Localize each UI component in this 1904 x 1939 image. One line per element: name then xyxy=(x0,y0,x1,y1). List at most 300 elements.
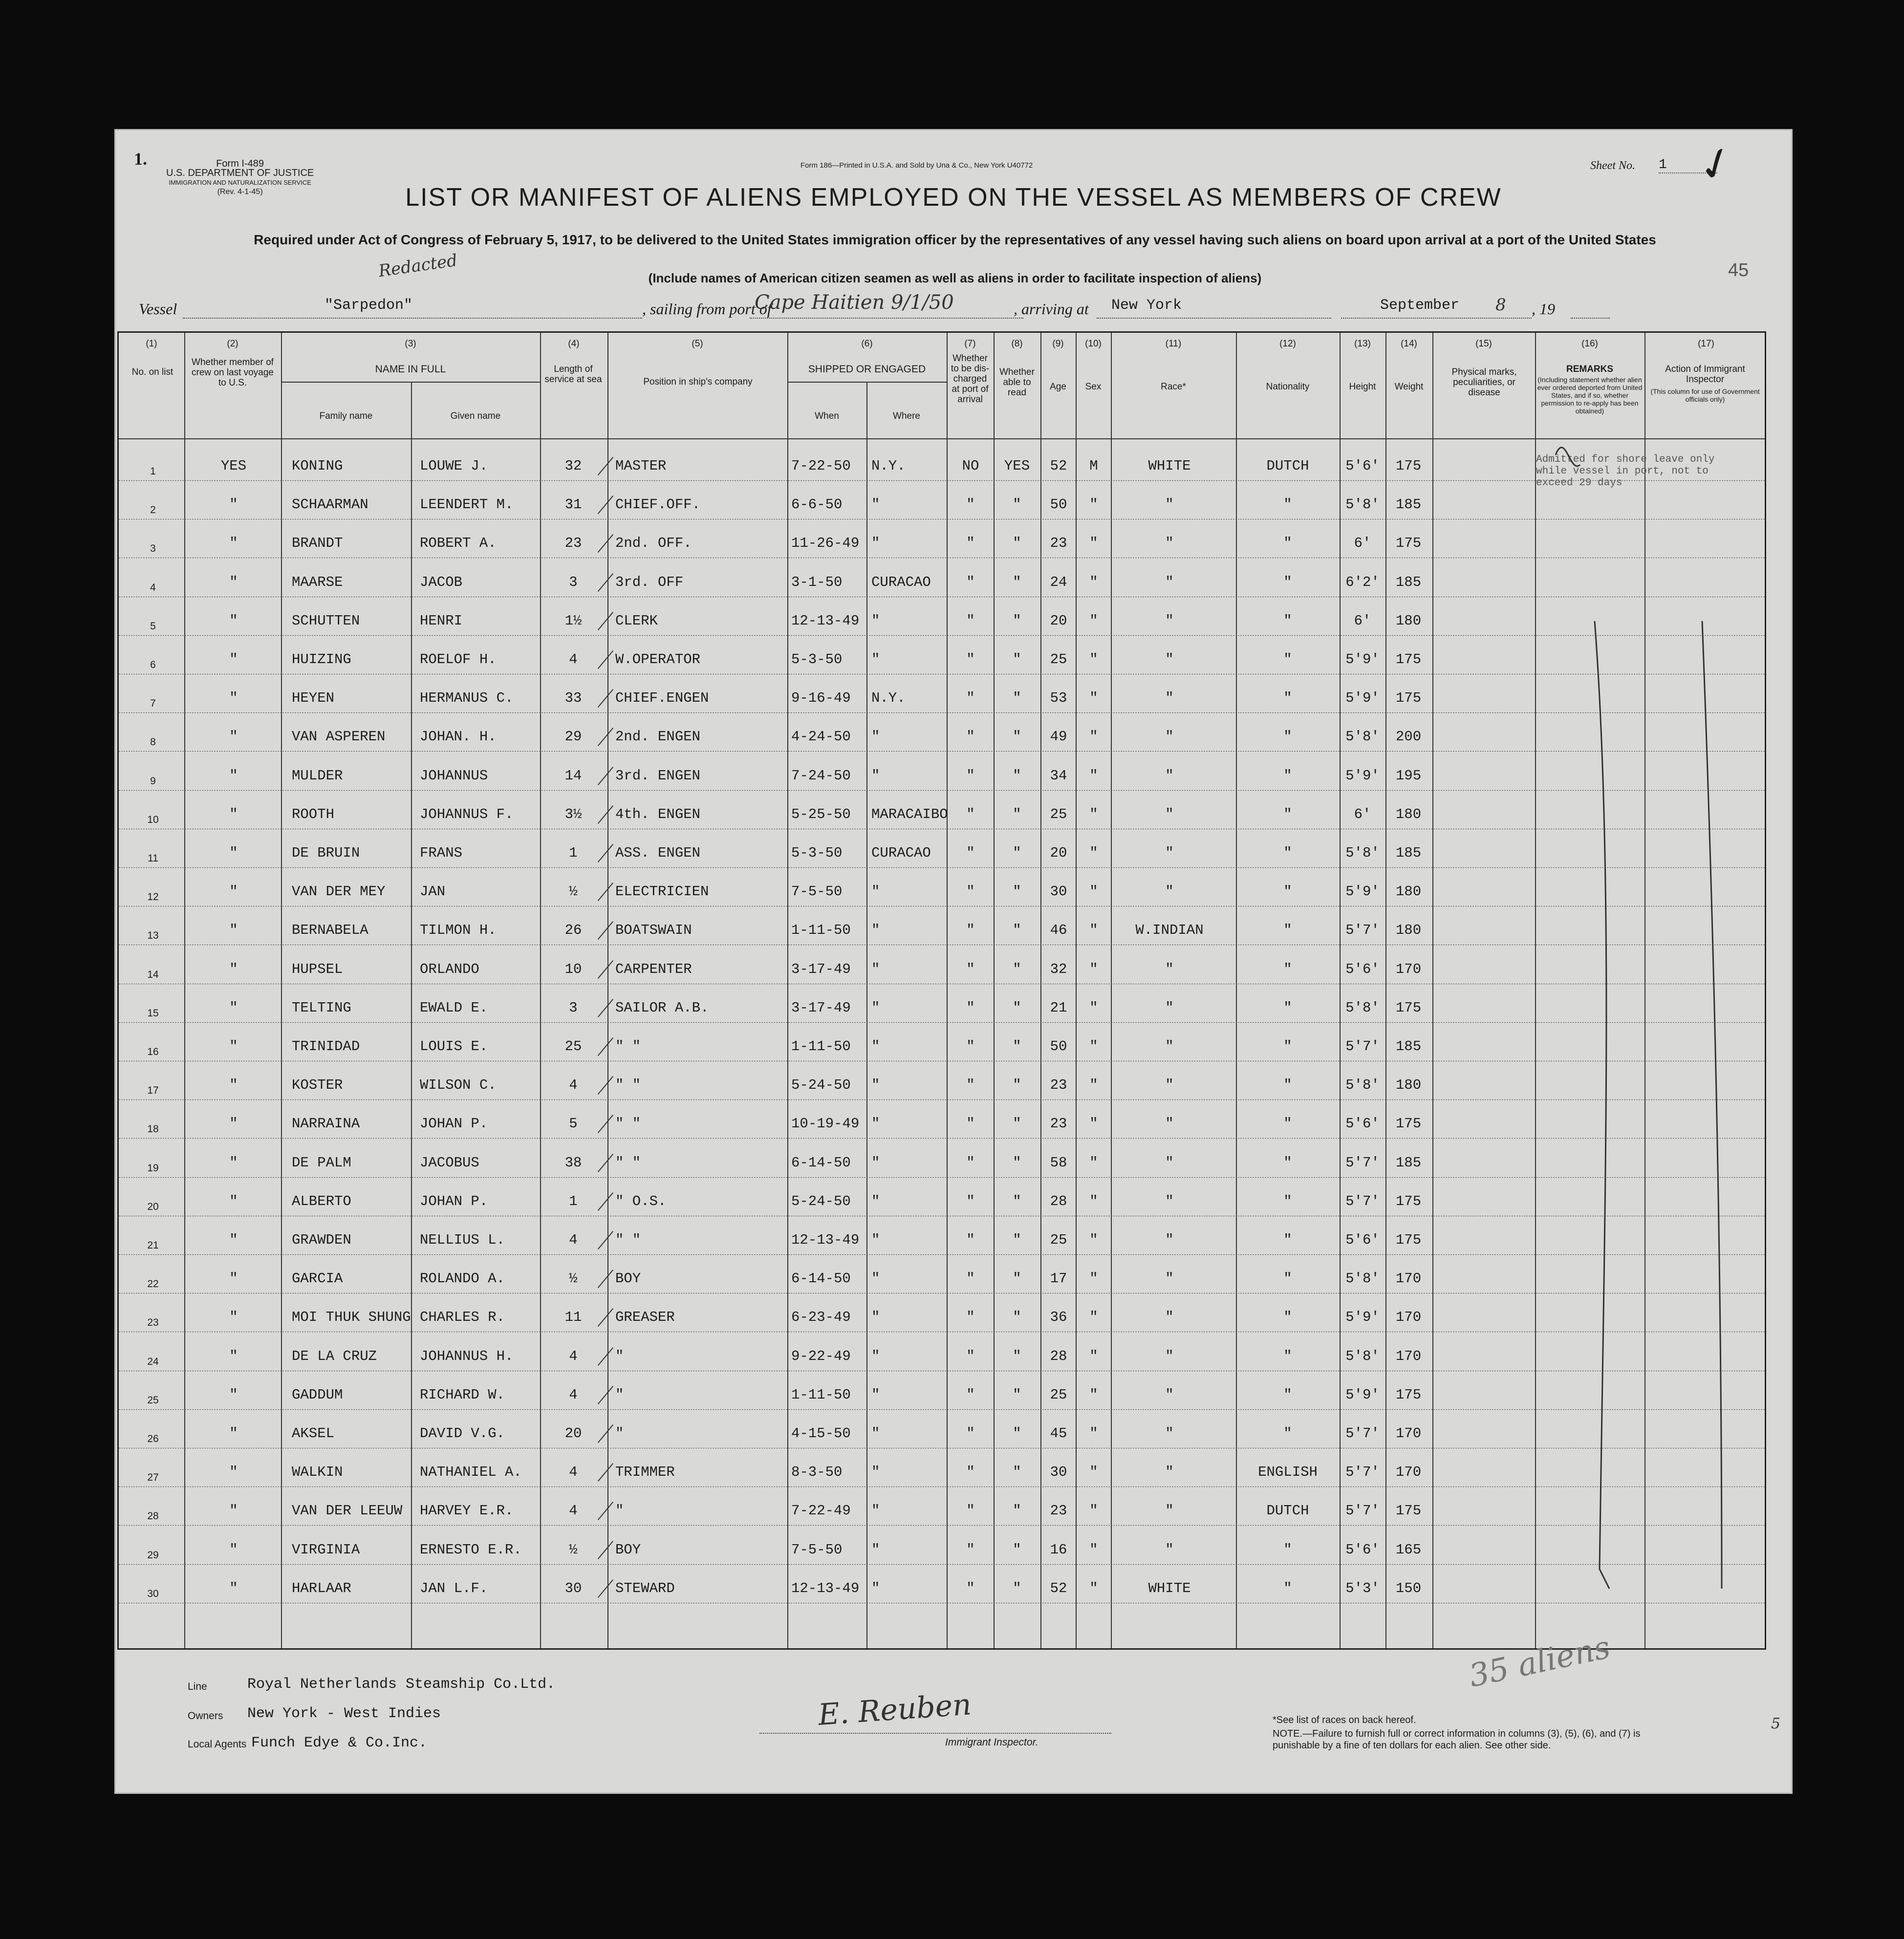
requirement-text: Required under Act of Congress of February 5, 1917, to be delivered to the United States immigration officer by the representatives of any vessel having such aliens on board upon arrival at a port of the United States xyxy=(254,232,1656,247)
race-cell: " xyxy=(1165,1077,1174,1094)
row-number: 11 xyxy=(148,853,158,864)
age-cell: 28 xyxy=(1050,1193,1067,1209)
form-id: Form I-489 U.S. DEPARTMENT OF JUSTICE IMMIGRATION AND NATURALIZATION SERVICE (Rev. 4-1-45) xyxy=(166,158,314,196)
shipped-when-cell: 3-1-50 xyxy=(791,574,843,590)
given-name-cell: HARVEY E.R. xyxy=(420,1503,514,1519)
service-length-cell: 4 xyxy=(569,1348,578,1364)
row-divider xyxy=(119,1525,1765,1526)
printer-line: Form 186—Printed in U.S.A. and Sold by Una & Co., New York U40772 xyxy=(801,161,1033,170)
race-cell: " xyxy=(1165,1309,1174,1326)
handwritten-annotation: Redacted xyxy=(377,250,459,281)
position-cell: " xyxy=(615,1348,624,1364)
service-length-cell: ½ xyxy=(569,883,578,900)
header-discharged: Whether to be dis-charged at port of arrival xyxy=(951,353,990,405)
family-name-cell: GARCIA xyxy=(292,1271,343,1287)
sex-cell: " xyxy=(1089,1193,1098,1209)
nationality-cell: " xyxy=(1283,1348,1292,1364)
row-number: 22 xyxy=(147,1278,159,1290)
nationality-cell: " xyxy=(1283,883,1292,900)
age-cell: 28 xyxy=(1050,1348,1067,1364)
crew-member-cell: " xyxy=(229,1193,238,1209)
sex-cell: " xyxy=(1089,535,1098,552)
weight-cell: 170 xyxy=(1395,1309,1422,1326)
service-length-cell: 4 xyxy=(569,1386,578,1403)
check-tick xyxy=(598,1231,613,1250)
check-tick xyxy=(598,650,613,669)
crew-member-cell: " xyxy=(229,1271,238,1287)
crew-member-cell: " xyxy=(229,1541,238,1558)
shipped-when-cell: 7-24-50 xyxy=(791,767,851,784)
shipped-where-cell: " xyxy=(871,1309,880,1326)
header-when: When xyxy=(815,411,839,421)
crew-member-cell: " xyxy=(229,1077,238,1094)
height-cell: 5'9' xyxy=(1345,883,1380,900)
shipped-where-cell: " xyxy=(871,1425,880,1442)
sex-cell: " xyxy=(1089,845,1098,861)
weight-cell: 195 xyxy=(1395,767,1422,784)
shipped-where-cell: " xyxy=(871,1580,880,1596)
weight-cell: 175 xyxy=(1395,1503,1422,1519)
sex-cell: " xyxy=(1089,999,1098,1016)
check-tick xyxy=(598,1192,613,1211)
able-to-read-cell: " xyxy=(1013,1271,1021,1287)
able-to-read-cell: " xyxy=(1013,729,1021,745)
discharged-cell: " xyxy=(966,922,975,939)
weight-cell: 175 xyxy=(1395,458,1422,474)
check-tick xyxy=(598,728,613,746)
shipped-where-cell: " xyxy=(871,1464,880,1481)
family-name-cell: VAN ASPEREN xyxy=(292,729,386,745)
line-label: Line xyxy=(188,1681,207,1692)
able-to-read-cell: " xyxy=(1013,496,1021,513)
sex-cell: " xyxy=(1089,961,1098,977)
service-length-cell: 1 xyxy=(569,845,578,861)
given-name-cell: JAN xyxy=(420,883,446,900)
weight-cell: 185 xyxy=(1395,1038,1422,1055)
position-cell: " xyxy=(615,1386,624,1403)
height-cell: 6' xyxy=(1354,535,1371,552)
race-cell: " xyxy=(1165,1154,1174,1171)
shipped-when-cell: 12-13-49 xyxy=(791,1580,860,1596)
service-length-cell: ½ xyxy=(569,1541,578,1558)
crew-member-cell: " xyxy=(229,961,238,977)
height-cell: 5'7' xyxy=(1345,1503,1380,1519)
given-name-cell: JAN L.F. xyxy=(420,1580,488,1596)
age-cell: 25 xyxy=(1050,651,1067,668)
nationality-cell: " xyxy=(1283,806,1292,822)
age-cell: 24 xyxy=(1050,574,1067,590)
position-cell: CHIEF.ENGEN xyxy=(615,690,709,707)
able-to-read-cell: " xyxy=(1013,1464,1021,1481)
weight-cell: 175 xyxy=(1395,1386,1422,1403)
row-number: 26 xyxy=(147,1433,159,1444)
nationality-cell: " xyxy=(1283,574,1292,590)
shipped-where-cell: " xyxy=(871,961,880,977)
age-cell: 46 xyxy=(1050,922,1067,939)
crew-member-cell: " xyxy=(229,1425,238,1442)
fine-note: NOTE.—Failure to furnish full or correct information in columns (3), (5), (6), and (7) is punishable by a fine of ten dollars for each alien. See other side. xyxy=(1273,1728,1641,1751)
shipped-where-cell: " xyxy=(871,1116,880,1132)
row-number: 30 xyxy=(147,1588,159,1599)
crew-member-cell: " xyxy=(229,1116,238,1132)
age-cell: 30 xyxy=(1050,883,1067,900)
sex-cell: " xyxy=(1089,1503,1098,1519)
shipped-where-cell: " xyxy=(871,496,880,513)
check-tick xyxy=(598,767,613,785)
height-cell: 5'7' xyxy=(1345,1425,1380,1442)
given-name-cell: HERMANUS C. xyxy=(420,690,514,707)
sex-cell: " xyxy=(1089,1386,1098,1403)
discharged-cell: " xyxy=(966,1425,975,1442)
shipped-where-cell: " xyxy=(871,1271,880,1287)
arriving-port: New York xyxy=(1111,297,1182,314)
sex-cell: " xyxy=(1089,612,1098,629)
weight-cell: 185 xyxy=(1395,1154,1422,1171)
column-number: (6) xyxy=(861,339,873,349)
able-to-read-cell: " xyxy=(1013,845,1021,861)
discharged-cell: " xyxy=(966,1193,975,1209)
crew-member-cell: " xyxy=(229,1348,238,1364)
age-cell: 25 xyxy=(1050,1386,1067,1403)
check-tick xyxy=(598,1579,613,1598)
discharged-cell: " xyxy=(966,767,975,784)
able-to-read-cell: " xyxy=(1013,574,1021,590)
check-tick xyxy=(598,960,613,979)
weight-cell: 170 xyxy=(1395,1464,1422,1481)
shipped-when-cell: 9-22-49 xyxy=(791,1348,851,1364)
shipped-when-cell: 1-11-50 xyxy=(791,922,851,939)
shipped-when-cell: 12-13-49 xyxy=(791,612,860,629)
row-divider xyxy=(119,635,1765,636)
sheet-number: 1 xyxy=(1659,157,1717,173)
position-cell: MASTER xyxy=(615,458,667,474)
column-number: (17) xyxy=(1698,339,1714,349)
nationality-cell: " xyxy=(1283,496,1292,513)
race-cell: " xyxy=(1165,651,1174,668)
given-name-cell: JACOBUS xyxy=(420,1154,479,1171)
service-length-cell: 3 xyxy=(569,574,578,590)
race-cell: " xyxy=(1165,806,1174,822)
family-name-cell: HEYEN xyxy=(292,690,335,707)
discharged-cell: " xyxy=(966,1464,975,1481)
nationality-cell: DUTCH xyxy=(1266,1503,1309,1519)
row-number: 8 xyxy=(150,736,156,748)
shipped-when-cell: 5-3-50 xyxy=(791,651,843,668)
crew-member-cell: " xyxy=(229,767,238,784)
row-divider xyxy=(119,751,1765,752)
able-to-read-cell: " xyxy=(1013,1193,1021,1209)
race-cell: WHITE xyxy=(1148,1580,1191,1596)
check-tick xyxy=(598,1076,613,1095)
race-cell: " xyxy=(1165,1503,1174,1519)
given-name-cell: DAVID V.G. xyxy=(420,1425,505,1442)
discharged-cell: " xyxy=(966,1580,975,1596)
discharged-cell: NO xyxy=(962,458,979,474)
given-name-cell: RICHARD W. xyxy=(420,1386,505,1403)
check-tick xyxy=(598,844,613,862)
sex-cell: " xyxy=(1089,922,1098,939)
column-number: (13) xyxy=(1354,339,1371,349)
service-length-cell: 4 xyxy=(569,1077,578,1094)
weight-cell: 175 xyxy=(1395,690,1422,707)
position-cell: 2nd. ENGEN xyxy=(615,729,701,745)
service-length-cell: 5 xyxy=(569,1116,578,1132)
sex-cell: " xyxy=(1089,574,1098,590)
family-name-cell: ROOTH xyxy=(292,806,335,822)
able-to-read-cell: " xyxy=(1013,1116,1021,1132)
race-cell: " xyxy=(1165,1425,1174,1442)
weight-cell: 170 xyxy=(1395,1348,1422,1364)
shipped-when-cell: 4-15-50 xyxy=(791,1425,851,1442)
age-cell: 20 xyxy=(1050,612,1067,629)
age-cell: 53 xyxy=(1050,690,1067,707)
age-cell: 50 xyxy=(1050,496,1067,513)
shipped-when-cell: 7-5-50 xyxy=(791,883,843,900)
crew-member-cell: " xyxy=(229,1464,238,1481)
shipped-when-cell: 8-3-50 xyxy=(791,1464,843,1481)
shipped-when-cell: 5-24-50 xyxy=(791,1193,851,1209)
given-name-cell: JOHANNUS F. xyxy=(420,806,514,822)
column-number: (3) xyxy=(405,339,416,349)
family-name-cell: NARRAINA xyxy=(292,1116,360,1132)
crew-member-cell: " xyxy=(229,883,238,900)
shipped-where-cell: " xyxy=(871,1386,880,1403)
given-name-cell: FRANS xyxy=(420,845,463,861)
position-cell: " " xyxy=(615,1116,641,1132)
sex-cell: " xyxy=(1089,729,1098,745)
position-cell: ELECTRICIEN xyxy=(615,883,709,900)
age-cell: 52 xyxy=(1050,458,1067,474)
shipped-when-cell: 3-17-49 xyxy=(791,999,851,1016)
service-length-cell: 3½ xyxy=(564,806,582,822)
given-name-cell: NELLIUS L. xyxy=(420,1232,505,1248)
check-tick xyxy=(598,883,613,901)
discharged-cell: " xyxy=(966,1038,975,1055)
row-number: 25 xyxy=(147,1394,159,1406)
discharged-cell: " xyxy=(966,1116,975,1132)
family-name-cell: WALKIN xyxy=(292,1464,343,1481)
position-cell: CHIEF.OFF. xyxy=(615,496,701,513)
vessel-name: "Sarpedon" xyxy=(325,297,413,314)
position-cell: W.OPERATOR xyxy=(615,651,701,668)
service-length-cell: 26 xyxy=(564,922,582,939)
row-number: 24 xyxy=(147,1356,159,1367)
weight-cell: 175 xyxy=(1395,651,1422,668)
header-height: Height xyxy=(1349,382,1376,392)
header-family-name: Family name xyxy=(319,411,373,421)
row-number: 19 xyxy=(147,1162,159,1174)
check-tick xyxy=(598,612,613,630)
shipped-where-cell: " xyxy=(871,767,880,784)
sheet-label: Sheet No. xyxy=(1590,159,1635,172)
nationality-cell: " xyxy=(1283,1193,1292,1209)
weight-cell: 180 xyxy=(1395,806,1422,822)
check-tick xyxy=(598,1386,613,1404)
shipped-when-cell: 9-16-49 xyxy=(791,690,851,707)
family-name-cell: KOSTER xyxy=(292,1077,343,1094)
age-cell: 16 xyxy=(1050,1541,1067,1558)
header-remarks: REMARKS xyxy=(1566,364,1614,374)
crew-member-cell: " xyxy=(229,1580,238,1596)
agents-value: Funch Edye & Co.Inc. xyxy=(251,1735,428,1751)
able-to-read-cell: " xyxy=(1013,1425,1021,1442)
discharged-cell: " xyxy=(966,651,975,668)
check-tick xyxy=(598,921,613,940)
sex-cell: " xyxy=(1089,496,1098,513)
row-number: 2 xyxy=(150,504,156,516)
crew-member-cell: " xyxy=(229,806,238,822)
position-cell: ASS. ENGEN xyxy=(615,845,701,861)
remarks-stamp-line: exceed 29 days xyxy=(1536,477,1623,489)
able-to-read-cell: " xyxy=(1013,612,1021,629)
nationality-cell: " xyxy=(1283,1541,1292,1558)
position-cell: BOATSWAIN xyxy=(615,922,692,939)
nationality-cell: " xyxy=(1283,845,1292,861)
shipped-where-cell: " xyxy=(871,651,880,668)
shipped-when-cell: 6-14-50 xyxy=(791,1154,851,1171)
service-length-cell: 4 xyxy=(569,1503,578,1519)
row-number: 18 xyxy=(147,1123,159,1135)
sex-cell: " xyxy=(1089,1232,1098,1248)
row-number: 10 xyxy=(147,814,159,825)
races-footnote: *See list of races on back hereof. xyxy=(1273,1715,1416,1725)
shipped-when-cell: 3-17-49 xyxy=(791,961,851,977)
crew-member-cell: " xyxy=(229,922,238,939)
nationality-cell: " xyxy=(1283,961,1292,977)
row-number: 29 xyxy=(147,1549,159,1561)
family-name-cell: MOI THUK SHUNG xyxy=(292,1309,411,1326)
crew-member-cell: " xyxy=(229,612,238,629)
column-number: (5) xyxy=(692,339,703,349)
family-name-cell: DE PALM xyxy=(292,1154,351,1171)
check-tick xyxy=(598,1502,613,1520)
family-name-cell: VAN DER MEY xyxy=(292,883,386,900)
column-number: (7) xyxy=(964,339,976,349)
shipped-where-cell: " xyxy=(871,1038,880,1055)
height-cell: 5'8' xyxy=(1345,845,1380,861)
given-name-cell: ROBERT A. xyxy=(420,535,497,552)
check-tick xyxy=(598,1154,613,1172)
row-number: 21 xyxy=(147,1240,159,1251)
able-to-read-cell: " xyxy=(1013,1386,1021,1403)
given-name-cell: TILMON H. xyxy=(420,922,497,939)
weight-cell: 175 xyxy=(1395,1232,1422,1248)
shipped-when-cell: 6-14-50 xyxy=(791,1271,851,1287)
nationality-cell: " xyxy=(1283,612,1292,629)
able-to-read-cell: " xyxy=(1013,1154,1021,1171)
race-cell: " xyxy=(1165,612,1174,629)
able-to-read-cell: " xyxy=(1013,690,1021,707)
nationality-cell: " xyxy=(1283,1425,1292,1442)
row-divider xyxy=(119,1099,1765,1100)
nationality-cell: " xyxy=(1283,535,1292,552)
race-cell: " xyxy=(1165,1232,1174,1248)
nationality-cell: " xyxy=(1283,1154,1292,1171)
crew-member-cell: " xyxy=(229,496,238,513)
height-cell: 5'9' xyxy=(1345,651,1380,668)
crew-member-cell: " xyxy=(229,1038,238,1055)
age-cell: 58 xyxy=(1050,1154,1067,1171)
weight-cell: 175 xyxy=(1395,1193,1422,1209)
service-length-cell: 10 xyxy=(564,961,582,977)
family-name-cell: TELTING xyxy=(292,999,351,1016)
shipped-where-cell: " xyxy=(871,1503,880,1519)
nationality-cell: " xyxy=(1283,1038,1292,1055)
year-label: , 19 xyxy=(1532,300,1555,318)
family-name-cell: DE LA CRUZ xyxy=(292,1348,377,1364)
remarks-stamp-line: Admitted for shore leave only xyxy=(1536,454,1715,465)
family-name-cell: HUIZING xyxy=(292,651,351,668)
discharged-cell: " xyxy=(966,845,975,861)
race-cell: " xyxy=(1165,1038,1174,1055)
given-name-cell: JOHAN P. xyxy=(420,1116,488,1132)
able-to-read-cell: " xyxy=(1013,961,1021,977)
column-number: (1) xyxy=(146,339,157,349)
header-shipped-engaged: SHIPPED OR ENGAGED xyxy=(808,364,926,375)
discharged-cell: " xyxy=(966,612,975,629)
nationality-cell: " xyxy=(1283,1386,1292,1403)
able-to-read-cell: " xyxy=(1013,1541,1021,1558)
weight-cell: 175 xyxy=(1395,535,1422,552)
column-number: (11) xyxy=(1165,339,1182,349)
height-cell: 5'6' xyxy=(1345,1116,1380,1132)
column-number: (16) xyxy=(1581,339,1598,349)
shipped-where-cell: CURACAO xyxy=(871,845,931,861)
crew-member-cell: " xyxy=(229,651,238,668)
family-name-cell: AKSEL xyxy=(292,1425,335,1442)
given-name-cell: JOHANNUS H. xyxy=(420,1348,514,1364)
position-cell: " O.S. xyxy=(615,1193,667,1209)
header-position: Position in ship's company xyxy=(643,377,753,387)
crew-member-cell: " xyxy=(229,535,238,552)
crew-member-cell: " xyxy=(229,729,238,745)
given-name-cell: EWALD E. xyxy=(420,999,488,1016)
discharged-cell: " xyxy=(966,690,975,707)
given-name-cell: HENRI xyxy=(420,612,463,629)
service-length-cell: 4 xyxy=(569,1232,578,1248)
given-name-cell: ERNESTO E.R. xyxy=(420,1541,522,1558)
able-to-read-cell: " xyxy=(1013,1309,1021,1326)
able-to-read-cell: " xyxy=(1013,1232,1021,1248)
service-length-cell: 14 xyxy=(564,767,582,784)
height-cell: 6'2' xyxy=(1345,574,1380,590)
age-cell: 30 xyxy=(1050,1464,1067,1481)
family-name-cell: GRAWDEN xyxy=(292,1232,351,1248)
include-note: (Include names of American citizen seamen as well as aliens in order to facilitate inspection of aliens) xyxy=(648,271,1262,285)
column-number: (2) xyxy=(227,339,238,349)
position-cell: BOY xyxy=(615,1541,641,1558)
service-length-cell: 29 xyxy=(564,729,582,745)
age-cell: 23 xyxy=(1050,535,1067,552)
row-divider xyxy=(119,790,1765,791)
age-cell: 45 xyxy=(1050,1425,1067,1442)
nationality-cell: " xyxy=(1283,1271,1292,1287)
check-tick xyxy=(598,496,613,514)
position-cell: " xyxy=(615,1425,624,1442)
able-to-read-cell: " xyxy=(1013,922,1021,939)
shipped-when-cell: 5-24-50 xyxy=(791,1077,851,1094)
sex-cell: " xyxy=(1089,1271,1098,1287)
check-tick xyxy=(598,534,613,553)
race-cell: W.INDIAN xyxy=(1135,922,1204,939)
row-divider xyxy=(119,480,1765,481)
position-cell: 2nd. OFF. xyxy=(615,535,692,552)
shipped-when-cell: 4-24-50 xyxy=(791,729,851,745)
sex-cell: " xyxy=(1089,883,1098,900)
discharged-cell: " xyxy=(966,1503,975,1519)
crew-member-cell: " xyxy=(229,1154,238,1171)
position-cell: " " xyxy=(615,1038,641,1055)
